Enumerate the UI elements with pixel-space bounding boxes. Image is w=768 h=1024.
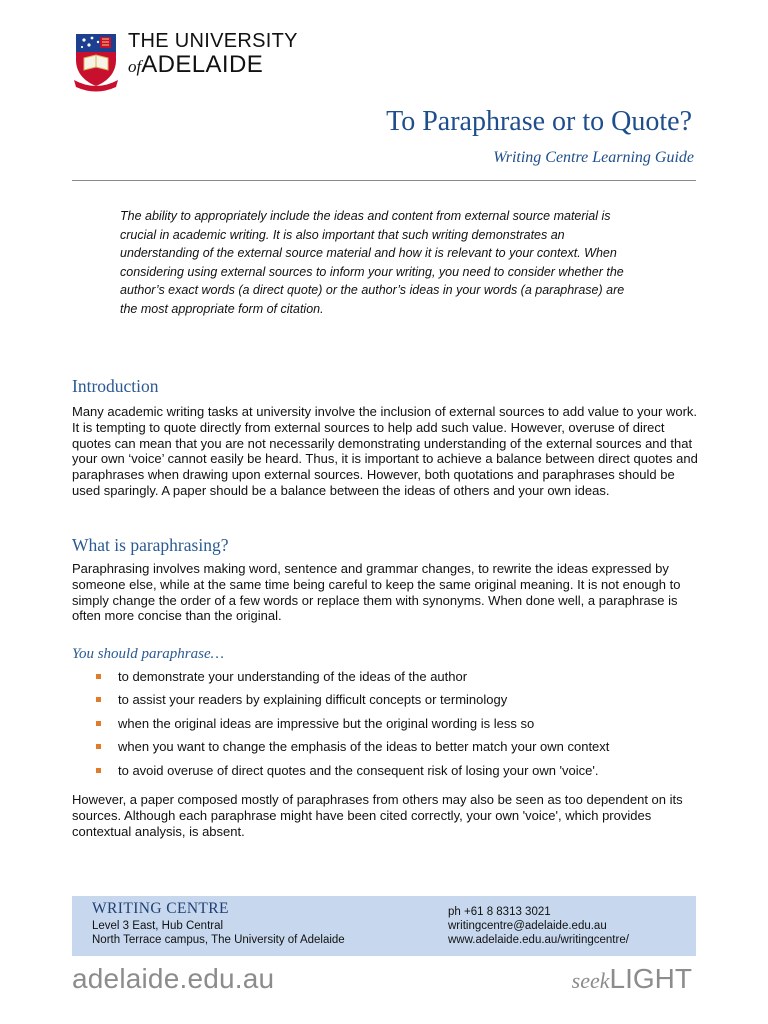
bullet-square-icon <box>96 744 101 749</box>
list-item-text: to avoid overuse of direct quotes and the consequent risk of losing your own 'voice'. <box>118 762 599 778</box>
seek-light-tagline <box>572 963 692 995</box>
document-title: To Paraphrase or to Quote? <box>386 106 692 137</box>
list-item-text: when you want to change the emphasis of the ideas to better match your own context <box>118 739 610 755</box>
list-item-text: when the original ideas are impressive but the original wording is less so <box>118 715 535 731</box>
introduction-heading: Introduction <box>72 376 159 396</box>
bullet-square-icon <box>96 721 101 726</box>
paraphrase-caution-body <box>72 792 700 839</box>
university-crest-logo <box>72 30 120 92</box>
list-item <box>96 666 686 689</box>
contact-phone: ph +61 8 8313 3021 <box>448 906 551 918</box>
should-paraphrase-list <box>96 666 686 783</box>
footer-website-link[interactable]: adelaide.edu.au <box>72 963 275 994</box>
abstract <box>120 207 640 319</box>
writing-centre-title: WRITING CENTRE <box>92 900 229 917</box>
list-item <box>96 689 686 712</box>
abstract-text: The ability to appropriately include the ideas and content from external source material is crucial in academic writing. It is also important that such writing demonstrates an understanding of the external source material and how it is relevant to your context. When considering using external sources to inform your writing, you need to consider whether the author’s exact words (a direct quote) or the author’s ideas in your words (a paraphrase) are the most appropriate form of citation. <box>120 209 625 316</box>
list-item <box>96 713 686 736</box>
list-item-text: to demonstrate your understanding of the ideas of the author <box>118 669 468 684</box>
list-item-text: to assist your readers by explaining difficult concepts or terminology <box>118 692 508 708</box>
paraphrasing-text: Paraphrasing involves making word, sentence and grammar changes, to rewrite the ideas expressed by someone else, while at the same time being careful to keep the same original meaning. It is not enough to simply change the order of a few words or replace them with synonyms. When done well, a paraphrase is often more concise than the original. <box>72 561 681 624</box>
bullet-square-icon <box>96 768 101 773</box>
paraphrase-caution-text: However, a paper composed mostly of paraphrases from others may also be seen as too dependent on its sources. Although each paraphrase might have been cited correctly, your own 'voice', which provides contextual analysis, is absent. <box>72 792 683 839</box>
tagline-light: LIGHT <box>609 963 692 994</box>
address-line-1: Level 3 East, Hub Central <box>92 920 224 932</box>
introduction-text: Many academic writing tasks at university involve the inclusion of external sources to add value to your work. It is tempting to quote directly from external sources to help add such value. However, overuse of direct quotes can mean that you are not necessarily demonstrating understanding of the external sources and that your own ‘voice’ cannot easily be heard. Thus, it is important to achieve a balance between direct quotes and paraphrases when drawing upon external sources. However, both quotations and paraphrases should be used sparingly. A paper should be a balance between the ideas of others and your own ideas. <box>72 404 698 498</box>
bullet-square-icon <box>96 674 101 679</box>
paraphrasing-heading: What is paraphrasing? <box>72 535 229 555</box>
bullet-square-icon <box>96 697 101 702</box>
university-name-of: of <box>128 57 142 76</box>
introduction-body <box>72 404 700 499</box>
university-name-line1: THE UNIVERSITY <box>128 30 298 52</box>
university-name-adelaide: ADELAIDE <box>141 51 264 78</box>
university-name-line2 <box>128 50 263 83</box>
contact-email-link[interactable]: writingcentre@adelaide.edu.au <box>448 920 607 932</box>
should-paraphrase-heading: You should paraphrase… <box>72 646 224 662</box>
address-line-2: North Terrace campus, The University of Adelaide <box>92 934 345 946</box>
list-item <box>96 736 686 759</box>
tagline-seek: seek <box>571 968 610 993</box>
contact-website-link[interactable]: www.adelaide.edu.au/writingcentre/ <box>448 934 629 946</box>
title-divider <box>72 180 696 181</box>
document-subtitle: Writing Centre Learning Guide <box>493 149 694 166</box>
list-item <box>96 760 686 783</box>
paraphrasing-body <box>72 561 700 624</box>
